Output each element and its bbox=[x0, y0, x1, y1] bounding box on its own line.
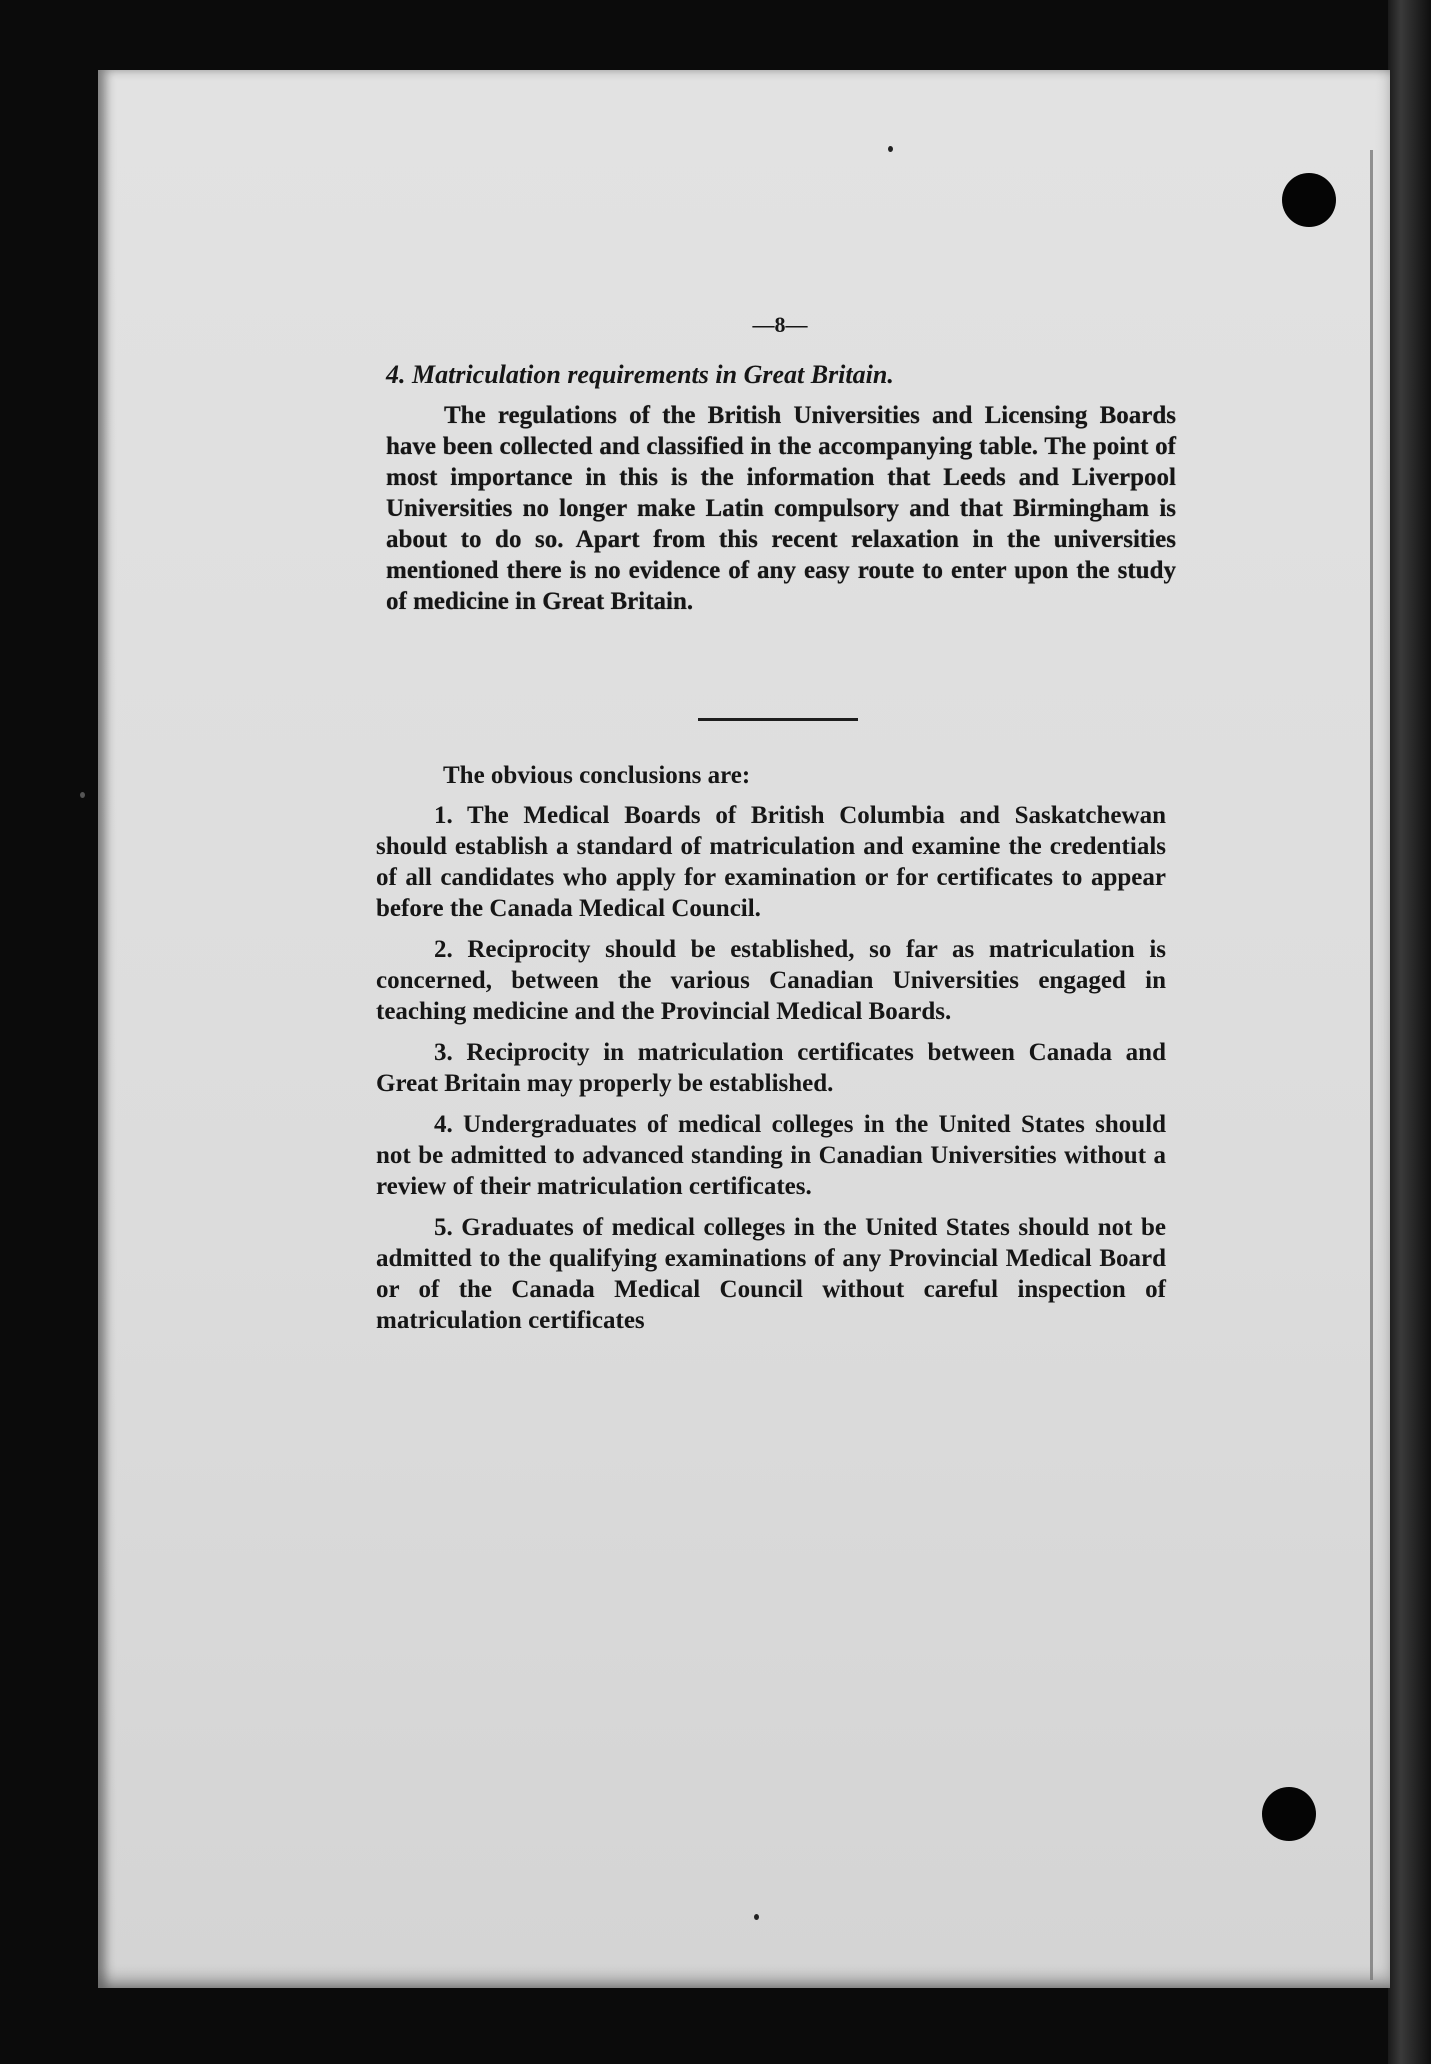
scan-background-edge bbox=[1388, 0, 1431, 2064]
section-divider bbox=[698, 718, 858, 721]
section-heading: 4. Matriculation requirements in Great Britain. bbox=[386, 360, 894, 389]
conclusion-item: 5. Graduates of medical colleges in the United States should not be admitted to the qualifying examinations of any Provincial Medical Board or of the Canada Medical Council without careful inspection of matriculation certificates bbox=[376, 1214, 1166, 1334]
punch-hole-top bbox=[1282, 173, 1336, 227]
page-edge-line bbox=[1370, 150, 1373, 1980]
scan-speck bbox=[888, 146, 893, 152]
intro-paragraph-block bbox=[386, 400, 1176, 617]
scan-speck bbox=[754, 1914, 759, 1920]
conclusions-lead: The obvious conclusions are: bbox=[443, 762, 751, 789]
conclusion-item: 3. Reciprocity in matriculation certificates between Canada and Great Britain may properly be established. bbox=[376, 1039, 1166, 1097]
conclusion-item: 2. Reciprocity should be established, so far as matriculation is concerned, between the various Canadian Universities engaged in teaching medicine and the Provincial Medical Boards. bbox=[376, 936, 1166, 1025]
scan-speck bbox=[80, 792, 85, 798]
intro-paragraph: The regulations of the British Universities and Licensing Boards have been collected and classified in the accompanying table. The point of most importance in this is the information that Leeds and Liverpool Universities no longer make Latin compulsory and that Birmingham is about to do so. Apart from this recent relaxation in the universities mentioned there is no evidence of any easy route to enter upon the study of medicine in Great Britain. bbox=[386, 402, 1176, 615]
conclusions-list bbox=[376, 800, 1166, 1346]
page-number: —8— bbox=[752, 312, 808, 337]
conclusion-item: 4. Undergraduates of medical colleges in the United States should not be admitted to advanced standing in Canadian Universities without a review of their matriculation certificates. bbox=[376, 1111, 1166, 1200]
punch-hole-bottom bbox=[1262, 1787, 1316, 1841]
conclusion-item: 1. The Medical Boards of British Columbia and Saskatchewan should establish a standard of matriculation and examine the credentials of all candidates who apply for examination or for certificates to appear before the Canada Medical Council. bbox=[376, 802, 1166, 922]
